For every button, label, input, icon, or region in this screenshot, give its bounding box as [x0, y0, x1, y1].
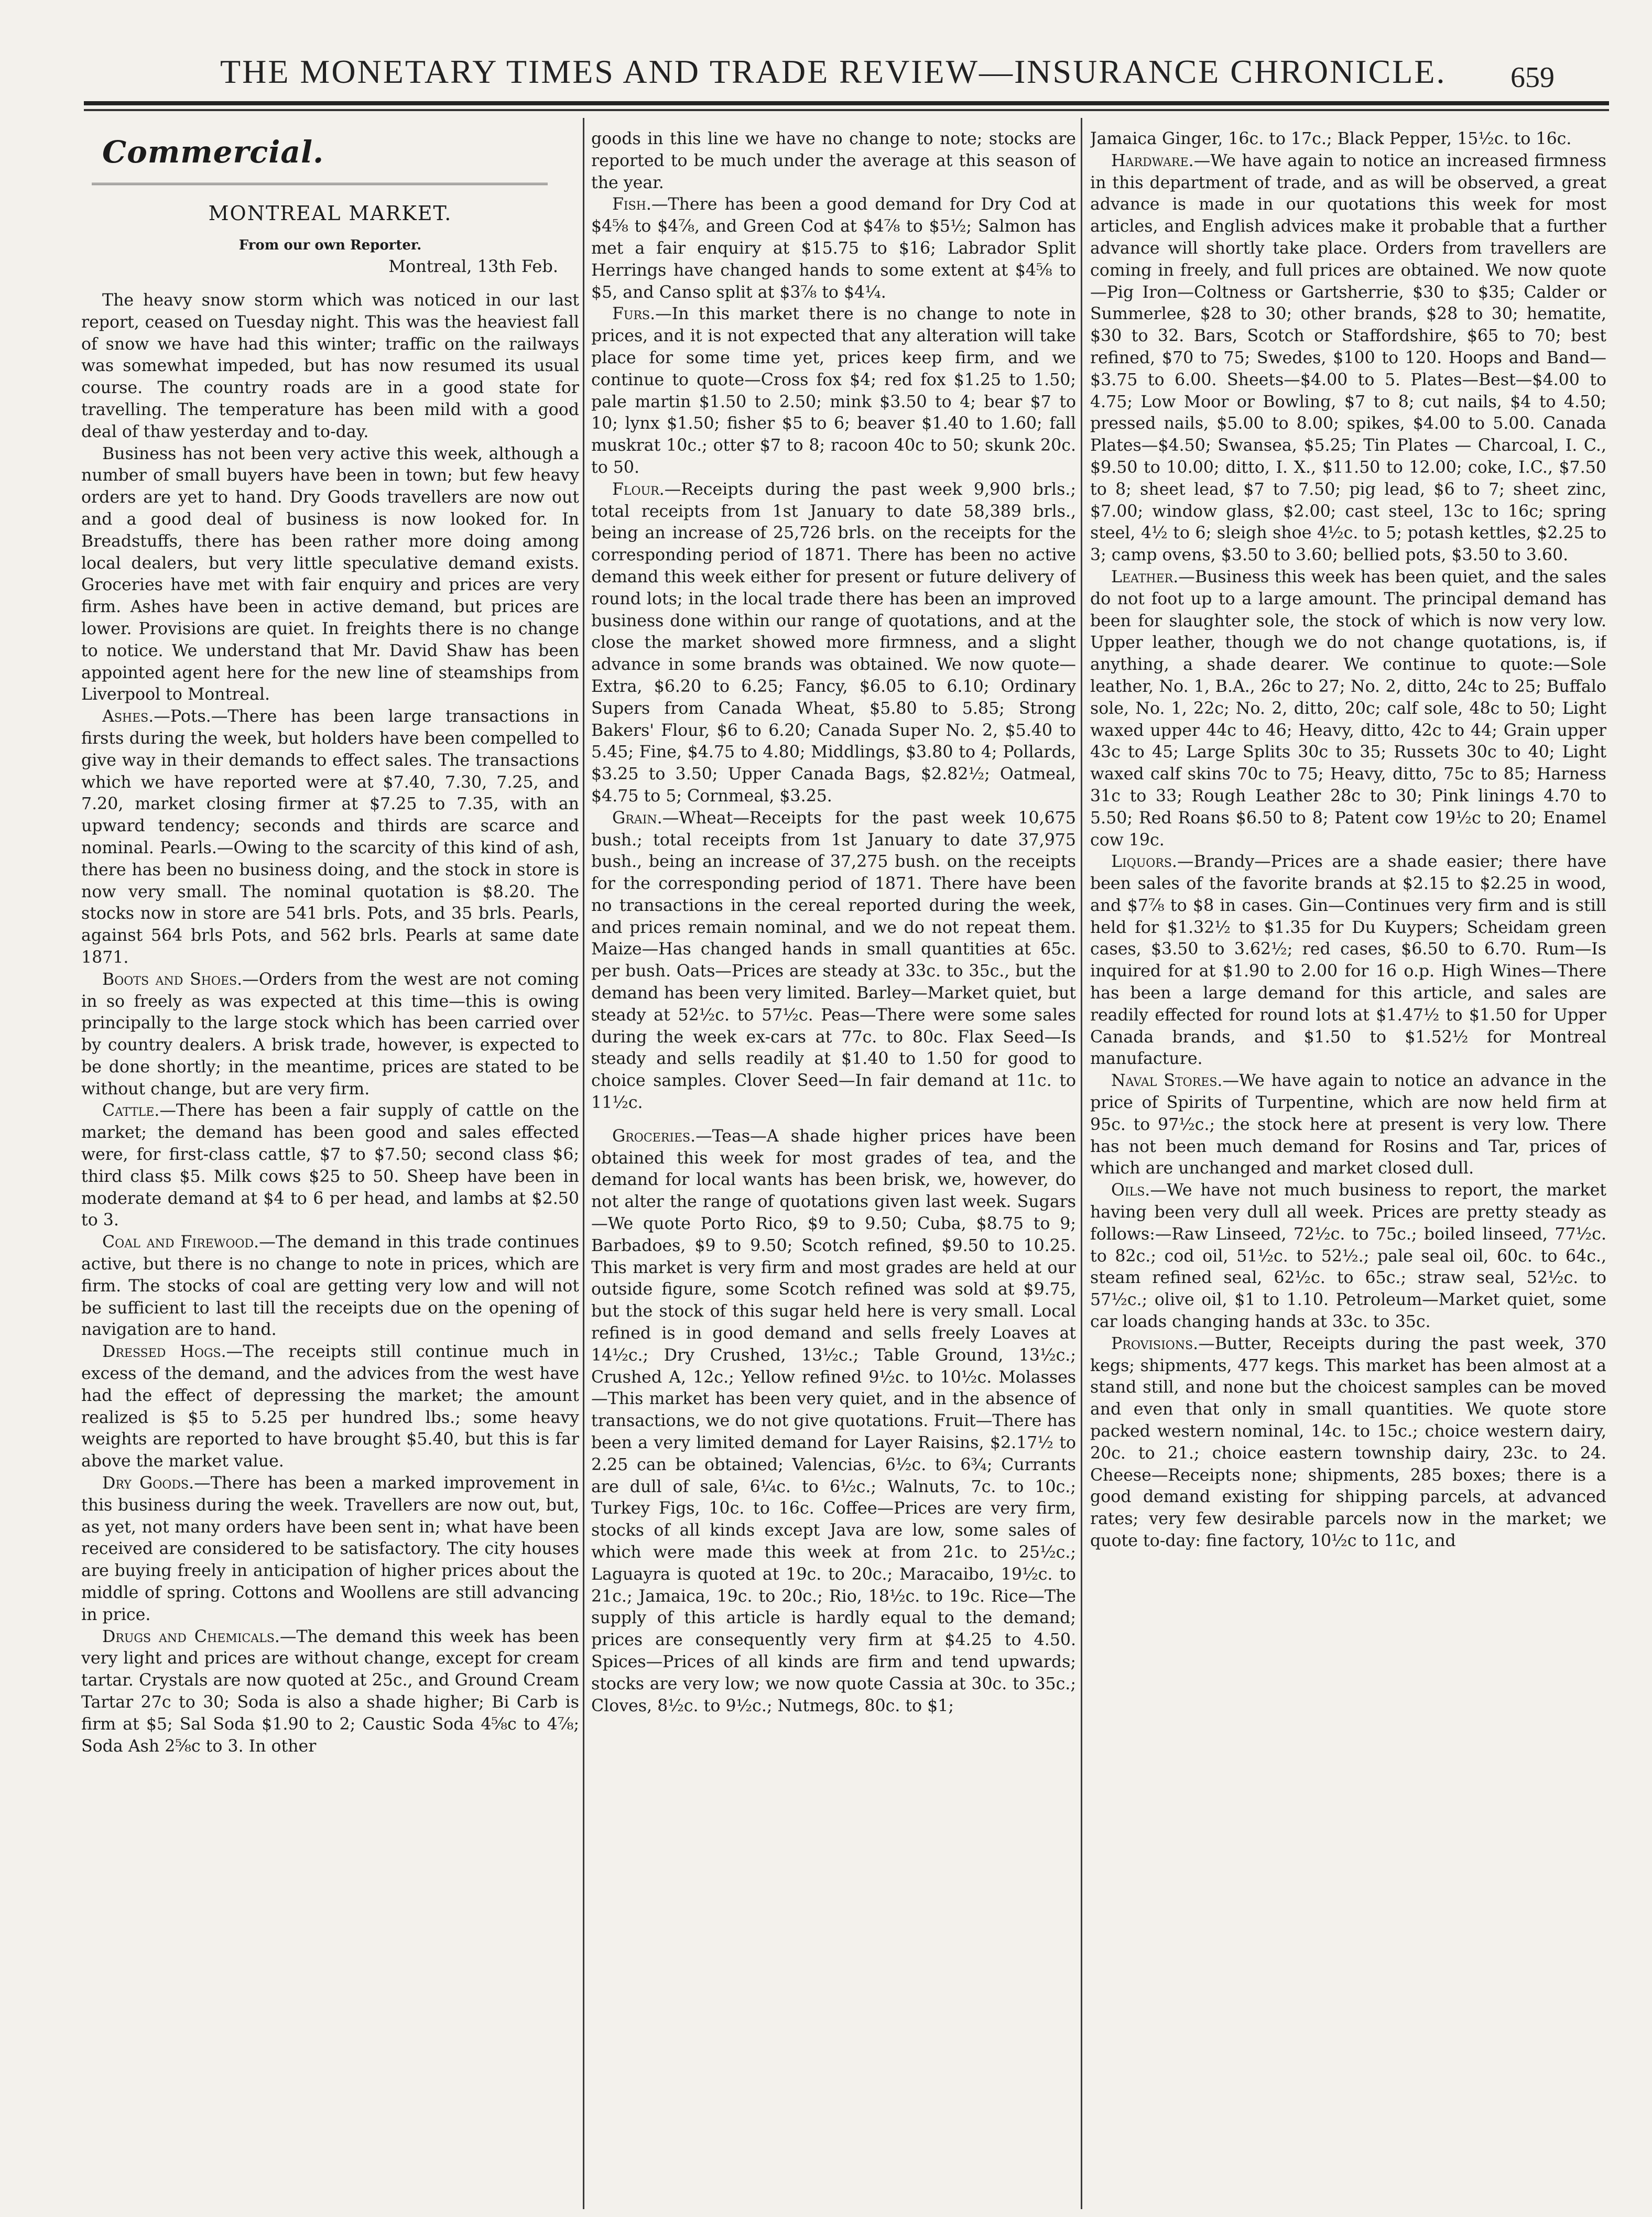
lead-coal: Coal and Firewood.	[102, 1233, 259, 1252]
paragraph-fish	[591, 194, 1076, 303]
byline: From our own Reporter.	[238, 237, 422, 253]
lead-boots: Boots and Shoes.	[102, 970, 243, 989]
paragraph-groceries	[591, 1126, 1076, 1718]
text-boots: —Orders from the west are not coming in so freely as was expected at this time—this is owing principally to the large stock which has been carried over by country dealers. A brisk trade, however, is expected to be done shortly; in the meantime, prices are stated to be without change, but are very firm.	[81, 970, 579, 1099]
column-divider	[583, 118, 584, 2209]
paragraph-grain	[591, 808, 1076, 1114]
lead-leather: Leather.	[1111, 567, 1179, 586]
text-furs: —In this market there is no change to note in prices, and it is not expected that any alteration will take place for some time yet, prices keep firm, and we continue to quote—Cross fox $4; red fox $1.25 to 1.50; pale martin $1.50 to 2.50; mink $3.50 to 4; bear $7 to 10; lynx $1.50; fisher $5 to 6; beaver $1.40 to 1.60; fall muskrat 10c.; otter $7 to 8; racoon 40c to 50; skunk 20c. to 50.	[591, 305, 1076, 477]
paragraph-hardware	[1090, 150, 1606, 567]
text-fish: —There has been a good demand for Dry Cod at $4⅝ to $4⅞, and Green Cod at $4⅞ to $5½; Salmon has met a fair enquiry at $15.75 to $16; Labrador Split Herrings have changed hands to some extent at $4⅝ to $5, and Canso split at $3⅞ to $4¼.	[591, 195, 1076, 302]
lead-provisions: Provisions.	[1111, 1334, 1199, 1353]
text-ashes: —Pots.—There has been large transactions in firsts during the week, but holders have been compelled to give way in their demands to effect sales. The transactions which we have reported were at $7.40, 7.30, 7.25, and 7.20, market closing firmer at $7.25 to 7.35, with an upward tendency; seconds and thirds are scarce and nominal. Pearls.—Owing to the scarcity of this kind of ash, there has been no business doing, and the stock in store is now very small. The nominal quotation is $8.20. The stocks now in store are 541 brls. Pots, and 35 brls. Pearls, against 564 brls Pots, and 562 brls. Pearls at same date 1871.	[81, 707, 579, 967]
lead-hardware: Hardware.	[1111, 151, 1194, 170]
lead-naval: Naval Stores.	[1111, 1071, 1223, 1091]
paragraph-hogs	[81, 1341, 579, 1473]
text-flour: —Receipts during the past week 9,900 brls.; total receipts from 1st January to date 58,389 brls., being an increase of 25,726 brls. on the receipts for the corresponding period of 1871. There has been no active demand this week either for present or future delivery of round lots; in the local trade there has been an improved business done within our range of quotations, and at the close the market showed more firmness, and a slight advance in some brands was obtained. We now quote—Extra, $6.20 to 6.25; Fancy, $6.05 to 6.10; Ordinary Supers from Canada Wheat, $5.80 to 5.85; Strong Bakers' Flour, $6 to 6.20; Canada Super No. 2, $5.40 to 5.45; Fine, $4.75 to 4.80; Middlings, $3.80 to 4; Pollards, $3.25 to 3.50; Upper Canada Bags, $2.82½; Oatmeal, $4.75 to 5; Cornmeal, $3.25.	[591, 480, 1076, 806]
header-rule-thin	[84, 109, 1609, 111]
paragraph-leather	[1090, 567, 1606, 851]
dateline: Montreal, 13th Feb.	[388, 256, 558, 276]
column-divider	[1081, 118, 1082, 2209]
paragraph-flour	[591, 479, 1076, 808]
text-oils: —We have not much business to report, the market having been very dull all week. Prices are pretty steady as follows:—Raw Linseed, 72½c. to 75c.; boiled linseed, 77½c. to 82c.; cod oil, 51½c. to 52½.; pale seal oil, 60c. to 64c., steam refined seal, 62½c. to 65c.; straw seal, 52½c. to 57½c.; olive oil, $1 to 1.10. Petroleum—Market quiet, some car loads changing hands at 33c. to 35c.	[1090, 1181, 1606, 1332]
paragraph-drugs	[81, 1626, 579, 1758]
column-3	[1090, 128, 1606, 2204]
text-leather: —Business this week has been quiet, and the sales do not foot up to a large amount. The principal demand has been for slaughter sole, the stock of which is now very low. Upper leather, though we do not change quotations, is, if anything, a shade dearer. We continue to quote:—Sole leather, No. 1, B.A., 26c to 27; No. 2, ditto, 24c to 25; Buffalo sole, No. 1, 22c; No. 2, ditto, 20c; calf sole, 48c to 50; Light waxed upper 44c to 46; Heavy, ditto, 42c to 44; Grain upper 43c to 45; Large Splits 30c to 35; Russets 30c to 40; Light waxed calf skins 70c to 75; Heavy, ditto, 75c to 85; Harness 31c to 33; Rough Leather 28c to 30; Pink linings 4.70 to 5.50; Red Roans $6.50 to 8; Patent cow 19½c to 20; Enamel cow 19c.	[1090, 567, 1606, 850]
text-hardware: —We have again to notice an increased firmness in this department of trade, and as will be observed, a great advance is made in our quotations this week for most articles, and English advices make it probable that a further advance will shortly take place. Orders from travellers are coming in freely, and full prices are obtained. We now quote—Pig Iron—Coltness or Gartsherrie, $30 to $35; Calder or Summerlee, $28 to 30; other brands, $28 to 30; hematite, $30 to 32. Bars, Scotch or Staffordshire, $65 to 70; best refined, $70 to 75; Swedes, $100 to 120. Hoops and Band—$3.75 to 6.00. Sheets—$4.00 to 5. Plates—Best—$4.00 to 4.75; Low Moor or Bowling, $7 to 8; cut nails, $4 to 4.50; pressed nails, $5.00 to 8.00; spikes, $4.00 to 5.00. Canada Plates—$4.50; Swansea, $5.25; Tin Plates — Charcoal, I. C., $9.50 to 10.00; ditto, I. X., $11.50 to 12.00; coke, I.C., $7.50 to 8; sheet lead, $7 to 7.50; pig lead, $6 to 7; sheet zinc, $7.00; window glass, $2.00; cast steel, 13c to 16c; spring steel, 4½ to 6; sleigh shoe 4½c. to 5; potash kettles, $2.25 to 3; camp ovens, $3.50 to 3.60; bellied pots, $3.50 to 3.60.	[1090, 151, 1606, 565]
lead-furs: Furs.	[612, 305, 656, 324]
lead-oils: Oils.	[1111, 1181, 1150, 1200]
text-naval: —We have again to notice an advance in the price of Spirits of Turpentine, which are now held firm at 95c. to 97½c.; the stock here at present is very low. There has not been much demand for Rosins and Tar, prices of which are unchanged and market closed dull.	[1090, 1071, 1606, 1178]
lead-ashes: Ashes.	[102, 707, 154, 726]
paragraph-naval	[1090, 1070, 1606, 1180]
paragraph-provisions	[1090, 1333, 1606, 1552]
lead-groceries: Groceries.	[612, 1126, 696, 1146]
text-drygoods: —There has been a marked improvement in this business during the week. Travellers are now out, but, as yet, not many orders have been sent in; what have been received are considered to be satisfactory. The city houses are buying freely in anticipation of higher prices about the middle of spring. Cottons and Woollens are still advancing in price.	[81, 1474, 579, 1624]
paragraph-coal	[81, 1232, 579, 1341]
text-coal: —The demand in this trade continues active, but there is no change to note in prices, which are firm. The stocks of coal are getting very low and will not be sufficient to last till the receipts due on the opening of navigation are to hand.	[81, 1233, 579, 1340]
paragraph-liquors	[1090, 851, 1606, 1070]
section-title: Commercial.	[102, 134, 324, 170]
lead-drugs: Drugs and Chemicals.	[102, 1627, 280, 1646]
lead-flour: Flour.	[612, 480, 665, 499]
text-drugs: —The demand this week has been very light and prices are without change, except for cream tartar. Crystals are now quoted at 25c., and Ground Cream Tartar 27c to 30; Soda is also a shade higher; Bi Carb is firm at $5; Sal Soda $1.90 to 2; Caustic Soda 4⅝c to 4⅞; Soda Ash 2⅝c to 3. In other	[81, 1627, 579, 1756]
lead-liquors: Liquors.	[1111, 852, 1177, 872]
article-headline: MONTREAL MARKET.	[208, 202, 452, 225]
text-groceries: —Teas—A shade higher prices have been obtained this week for most grades of tea, and the demand for local wants has been brisk, we, however, do not alter the range of quotations given last week. Sugars—We quote Porto Rico, $9 to 9.50; Cuba, $8.75 to 9; Barbadoes, $9 to 9.50; Scotch refined, $9.50 to 10.25. This market is very firm and most grades are held at our outside figure, some Scotch refined was sold at $9.75, but the stock of this sugar held here is very small. Local refined is in good demand and sells freely Loaves at 14½c.; Dry Crushed, 13½c.; Table Ground, 13½c.; Crushed A, 12c.; Yellow refined 9½c. to 10½c. Molasses—This market has been very quiet, and in the absence of transactions, we do not give quotations. Fruit—There has been a very limited demand for Layer Raisins, $2.17½ to 2.25 can be obtained; Valencias, 6½c. to 6¾; Currants are dull of sale, 6¼c. to 6½c.; Walnuts, 7c. to 10c.; Turkey Figs, 10c. to 16c. Coffee—Prices are very firm, stocks of all kinds except Java are low, some sales of which were made this week at from 21c. to 25½c.; Laguayra is quoted at 19c. to 20c.; Maracaibo, 19½c. to 21c.; Jamaica, 19c. to 20c.; Rio, 18½c. to 19c. Rice—The supply of this article is hardly equal to the demand; prices are consequently very firm at $4.25 to 4.50. Spices—Prices of all kinds are firm and tend upwards; stocks are very low; we now quote Cassia at 30c. to 35c.; Cloves, 8½c. to 9½c.; Nutmegs, 80c. to $1;	[591, 1126, 1076, 1715]
running-title: THE MONETARY TIMES AND TRADE REVIEW—INSURANCE CHRONICLE.	[220, 53, 1447, 90]
header-rule	[84, 101, 1609, 105]
text-hogs: —The receipts still continue much in excess of the demand, and the advices from the west have had the effect of depressing the market; the amount realized is $5 to 5.25 per hundred lbs.; some heavy weights are reported to have brought $5.40, but this is far above the market value.	[81, 1342, 579, 1471]
page-number: 659	[1510, 61, 1555, 94]
paragraph-weather: The heavy snow storm which was noticed in our last report, ceased on Tuesday night. This was the heaviest fall of snow we have had this winter; traffic on the railways was somewhat impeded, but has now resumed its usual course. The country roads are in a good state for travelling. The temperature has been mild with a good deal of thaw yesterday and to-day.	[81, 291, 579, 441]
paragraph-ashes	[81, 706, 579, 969]
text-provisions: —Butter, Receipts during the past week, 370 kegs; shipments, 477 kegs. This market has been almost at a stand still, and none but the choicest samples can be moved and even that only in small quantities. We quote store packed western nominal, 14c. to 15c.; choice western dairy, 20c. to 21.; choice eastern township dairy, 23c. to 24. Cheese—Receipts none; shipments, 285 boxes; there is a good demand existing for shipping parcels, at advanced rates; very few desirable parcels now in the market; we quote to-day: fine factory, 10½c to 11c, and	[1090, 1334, 1606, 1550]
paragraph-drygoods	[81, 1473, 579, 1626]
lead-drygoods: Dry Goods.	[102, 1474, 194, 1493]
lead-hogs: Dressed Hogs.	[102, 1342, 226, 1362]
lead-fish: Fish.	[612, 195, 651, 214]
text-liquors: —Brandy—Prices are a shade easier; there have been sales of the favorite brands at $2.15 to $2.25 in wood, and $7⅞ to $8 in cases. Gin—Continues very firm and is still held for $1.32½ to $1.35 for Du Kuypers; Scheidam green cases, $3.50 to 3.62½; red cases, $6.50 to 6.70. Rum—Is inquired for at $1.90 to 2.00 for 16 o.p. High Wines—There has been a large demand for this article, and sales are readily effected for round lots at $1.47½ to $1.50 for Upper Canada brands, and $1.50 to $1.52½ for Montreal manufacture.	[1090, 852, 1606, 1069]
title-ornament-rule	[92, 175, 548, 185]
paragraph-business: Business has not been very active this week, although a number of small buyers have been in town; but few heavy orders are yet to hand. Dry Goods travellers are now out and a good deal of business is now looked for. In Breadstuffs, there has been rather more doing among local dealers, but very little speculative demand exists. Groceries have met with fair enquiry and prices are very firm. Ashes have been in active demand, but prices are lower. Provisions are quiet. In freights there is no change to notice. We understand that Mr. David Shaw has been appointed agent here for the new line of steamships from Liverpool to Montreal.	[81, 444, 579, 704]
paragraph-cattle	[81, 1100, 579, 1232]
column-1	[81, 128, 579, 2204]
column-2	[591, 128, 1076, 2204]
lead-grain: Grain.	[612, 808, 662, 828]
text-grain: —Wheat—Receipts for the past week 10,675 bush.; total receipts from 1st January to date 37,975 bush., being an increase of 37,275 bush. on the receipts for the corresponding period of 1871. There have been no transactions in the cereal reported during the week, and prices remain nominal, and we do not repeat them. Maize—Has changed hands in small quantities at 65c. per bush. Oats—Prices are steady at 33c. to 35c., but the demand has been very limited. Barley—Market quiet, but steady at 52½c. to 57½c. Peas—There were some sales during the week ex-cars at 77c. to 80c. Flax Seed—Is steady and sells readily at $1.40 to 1.50 for good to choice samples. Clover Seed—In fair demand at 11c. to 11½c.	[591, 808, 1076, 1113]
paragraph-oils	[1090, 1180, 1606, 1333]
paragraph-continued: Jamaica Ginger, 16c. to 17c.; Black Pepper, 15½c. to 16c.	[1090, 129, 1572, 148]
text-cattle: —There has been a fair supply of cattle on the market; the demand has been good and sales effected were, for first-class cattle, $7 to $7.50; second class $6; third class $5. Milk cows $25 to 50. Sheep have been in moderate demand at $4 to 6 per head, and lambs at $2.50 to 3.	[81, 1101, 579, 1230]
paragraph-boots	[81, 969, 579, 1101]
paragraph-furs	[591, 303, 1076, 479]
lead-cattle: Cattle.	[102, 1101, 160, 1121]
paragraph-continued: goods in this line we have no change to note; stocks are reported to be much under the average at this season of the year.	[591, 129, 1076, 192]
